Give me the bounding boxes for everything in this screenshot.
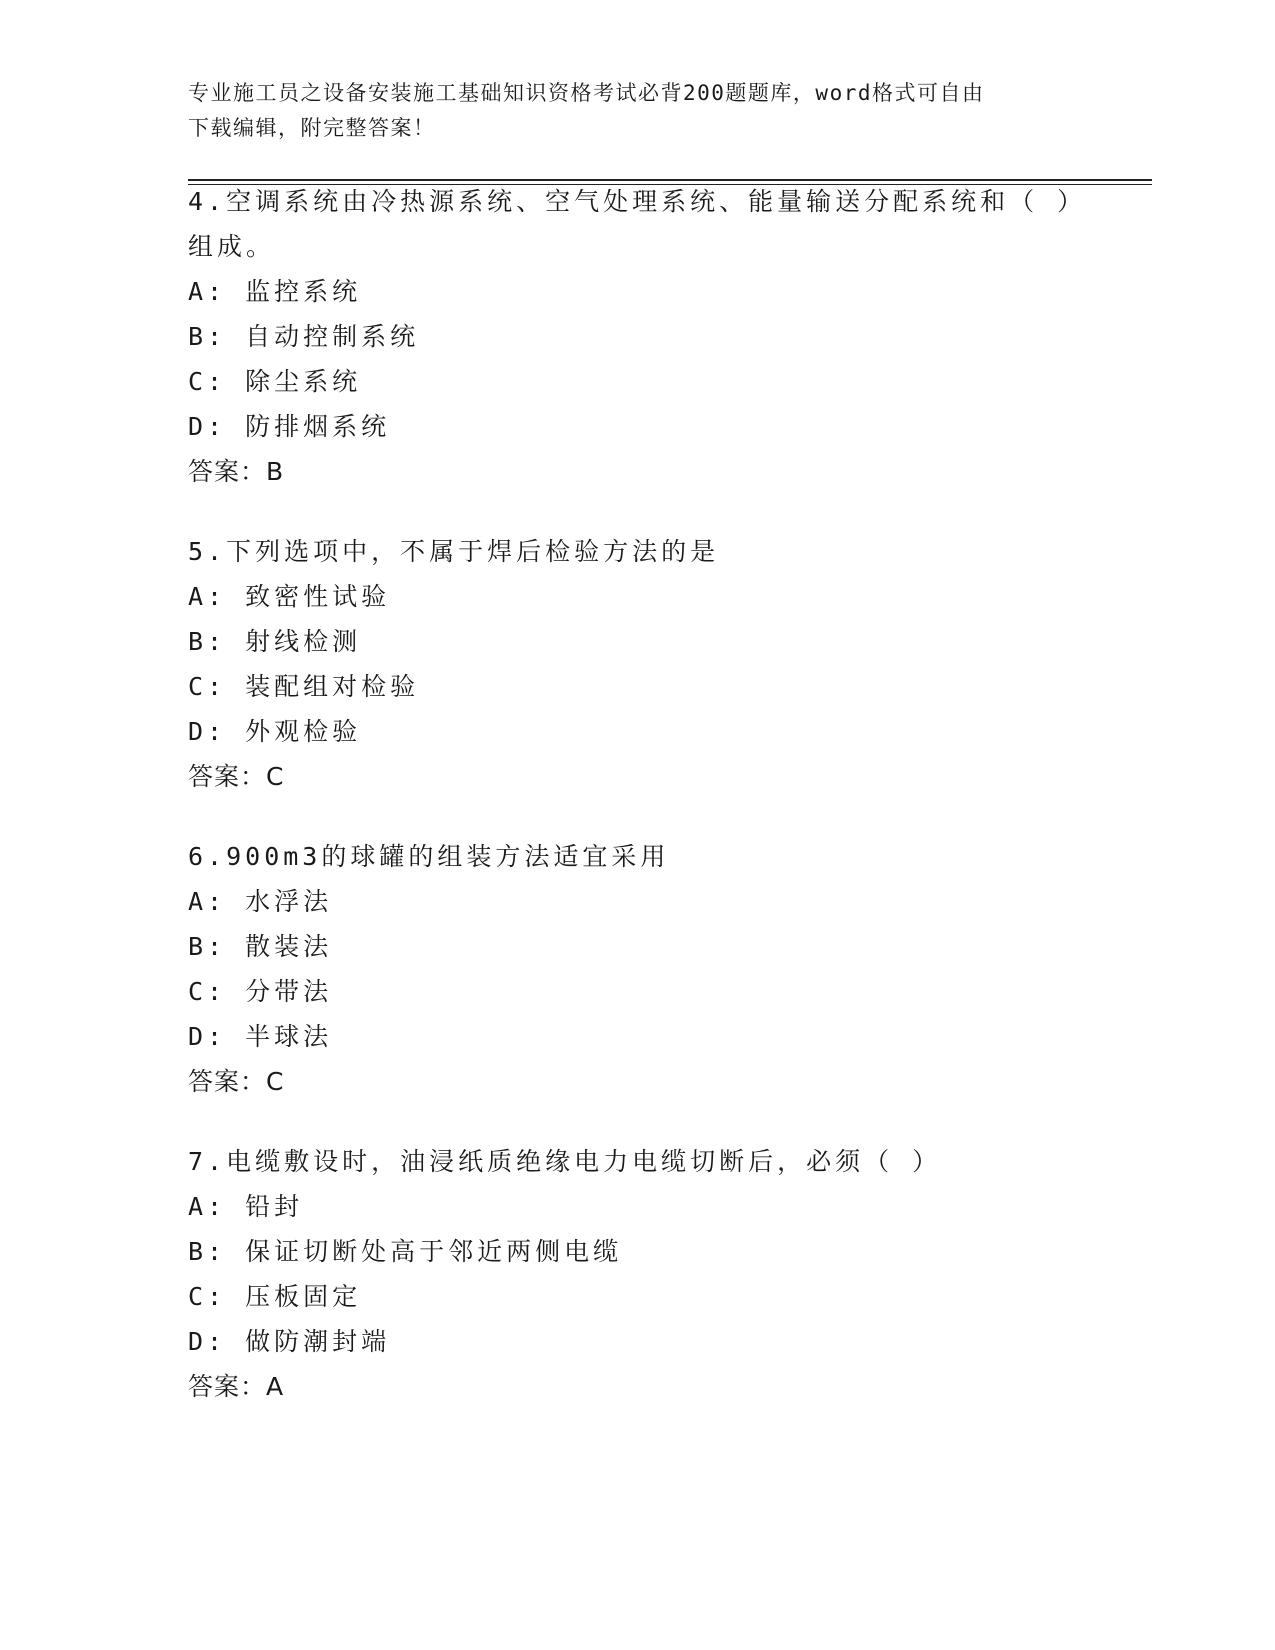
option-c: C: 除尘系统 [188,367,362,396]
question-5 [188,529,1088,799]
option-a: A: 铅封 [188,1192,304,1221]
question-text: 6.900m3的球罐的组装方法适宜采用 [188,842,670,871]
option-c: C: 装配组对检验 [188,672,420,701]
option-d: D: 做防潮封端 [188,1327,391,1356]
question-7 [188,1139,1088,1409]
option-b: B: 自动控制系统 [188,322,420,351]
option-b: B: 保证切断处高于邻近两侧电缆 [188,1237,623,1266]
header-line-1: 专业施工员之设备安装施工基础知识资格考试必背200题题库，word格式可自由 [188,81,985,105]
option-c: C: 分带法 [188,977,333,1006]
option-d: D: 防排烟系统 [188,412,391,441]
option-a: A: 致密性试验 [188,582,391,611]
option-d: D: 半球法 [188,1022,333,1051]
option-a: A: 水浮法 [188,887,333,916]
option-b: B: 射线检测 [188,627,362,656]
answer: 答案：A [188,1372,285,1401]
option-d: D: 外观检验 [188,717,362,746]
document-header [188,76,1088,146]
option-c: C: 压板固定 [188,1282,362,1311]
header-line-2: 下载编辑，附完整答案！ [188,116,436,140]
question-text-continued: 组成。 [188,232,276,261]
question-text: 7.电缆敷设时，油浸纸质绝缘电力电缆切断后，必须（ ） [188,1147,942,1176]
answer: 答案：C [188,762,285,791]
question-text: 5.下列选项中，不属于焊后检验方法的是 [188,537,720,566]
answer: 答案：C [188,1067,285,1096]
option-a: A: 监控系统 [188,277,362,306]
answer: 答案：B [188,457,285,486]
option-b: B: 散装法 [188,932,333,961]
question-4 [188,179,1088,494]
question-6 [188,834,1088,1104]
question-text: 4.空调系统由冷热源系统、空气处理系统、能量输送分配系统和（ ） [188,187,1087,216]
